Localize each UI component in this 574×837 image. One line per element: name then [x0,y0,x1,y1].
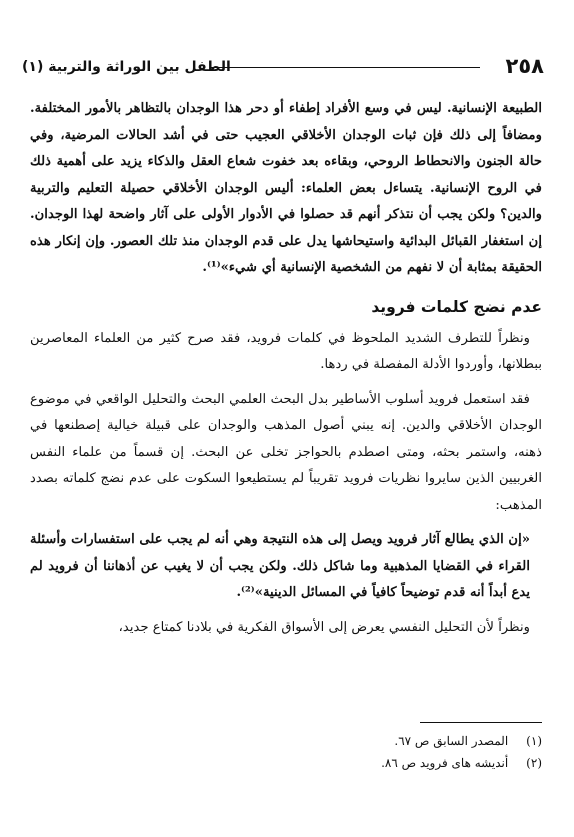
closing-paragraph: ونظراً لأن التحليل النفسي يعرض إلى الأسواق الفكرية في بلادنا كمتاع جديد، [118,619,530,635]
footnote-2-text: أنديشه هاى فرويد ص ٨٦. [381,756,509,770]
page-number: ٢٥٨ [505,54,544,78]
footnotes [30,730,542,774]
footnote-2 [30,752,542,774]
paragraph-2: فقد استعمل فرويد أسلوب الأساطير بدل البحث العلمي البحث والتحليل الواقعي في موضوع الوجدان الأخلاقي والدين. إنه يبني أصول المذهب والوجدان على قبيلة خيالية إصطنعها في ذهنه، واستمر بحثه، ومتى اصطدم بالحواجز تخلى عن البحث. إن قسماً من علماء النفس الغربيين الذين سايروا نظريات فرويد تقريباً لم يستطيعوا السكوت على عدم نضج كلماته بصدد المذهب: [30,391,542,513]
header-rule [210,67,480,68]
footnote-1-text: المصدر السابق ص ٦٧. [394,734,509,748]
inset-quote: «إن الذي يطالع آثار فرويد ويصل إلى هذه النتيجة وهي أنه لم يجب على استفسارات وأسئلة القراء في القضايا المذهبية وما شاكل ذلك. ولكن يجب أن لا يغيب عن أذهاننا أن فرويد لم يدع أبداً أنه قدم توضيحاً كافياً في المسائل الدينية»⁽²⁾. [30,532,530,600]
footnote-1 [30,730,542,752]
opening-quote: الطبيعة الإنسانية. ليس في وسع الأفراد إطفاء أو دحر هذا الوجدان بالتظاهر بالأمور المختلفة. ومضافاً إلى ذلك فإن ثبات الوجدان الأخلاقي العجيب حتى في أشد الحالات المرضية، وفي حالة الجنون والانحطاط الروحي، وبقاءه بعد خفوت شعاع العقل والذكاء يزيد على أهمية ذلك في الروح الإنسانية. يتساءل بعض العلماء: أليس الوجدان الأخلاقي حصيلة التعليم والتربية والدين؟ ولكن يجب أن نتذكر أنهم قد حصلوا في الأدوار الأولى على آثار واضحة لهذا الوجدان. إن استغفار القبائل البدائية واستيحاشها يدل على قدم الوجدان منذ تلك العصور. وإن إنكار هذه الحقيقة بمثابة أن لا نفهم من الشخصية الإنسانية أي شيء»⁽¹⁾. [30,101,542,275]
page-body [30,96,542,649]
paragraph-1: ونظراً للتطرف الشديد الملحوظ في كلمات فرويد، فقد صرح كثير من العلماء المعاصرين ببطلانها، وأوردوا الأدلة المفصلة في ردها. [30,330,542,372]
running-title: الطفل بين الوراثة والتربية (١) [22,59,231,75]
footnote-2-number: (٢) [526,756,542,770]
footnote-1-number: (١) [526,734,542,748]
footnote-rule [420,722,542,723]
section-heading: عدم نضج كلمات فرويد [371,297,542,316]
running-header [22,52,544,82]
